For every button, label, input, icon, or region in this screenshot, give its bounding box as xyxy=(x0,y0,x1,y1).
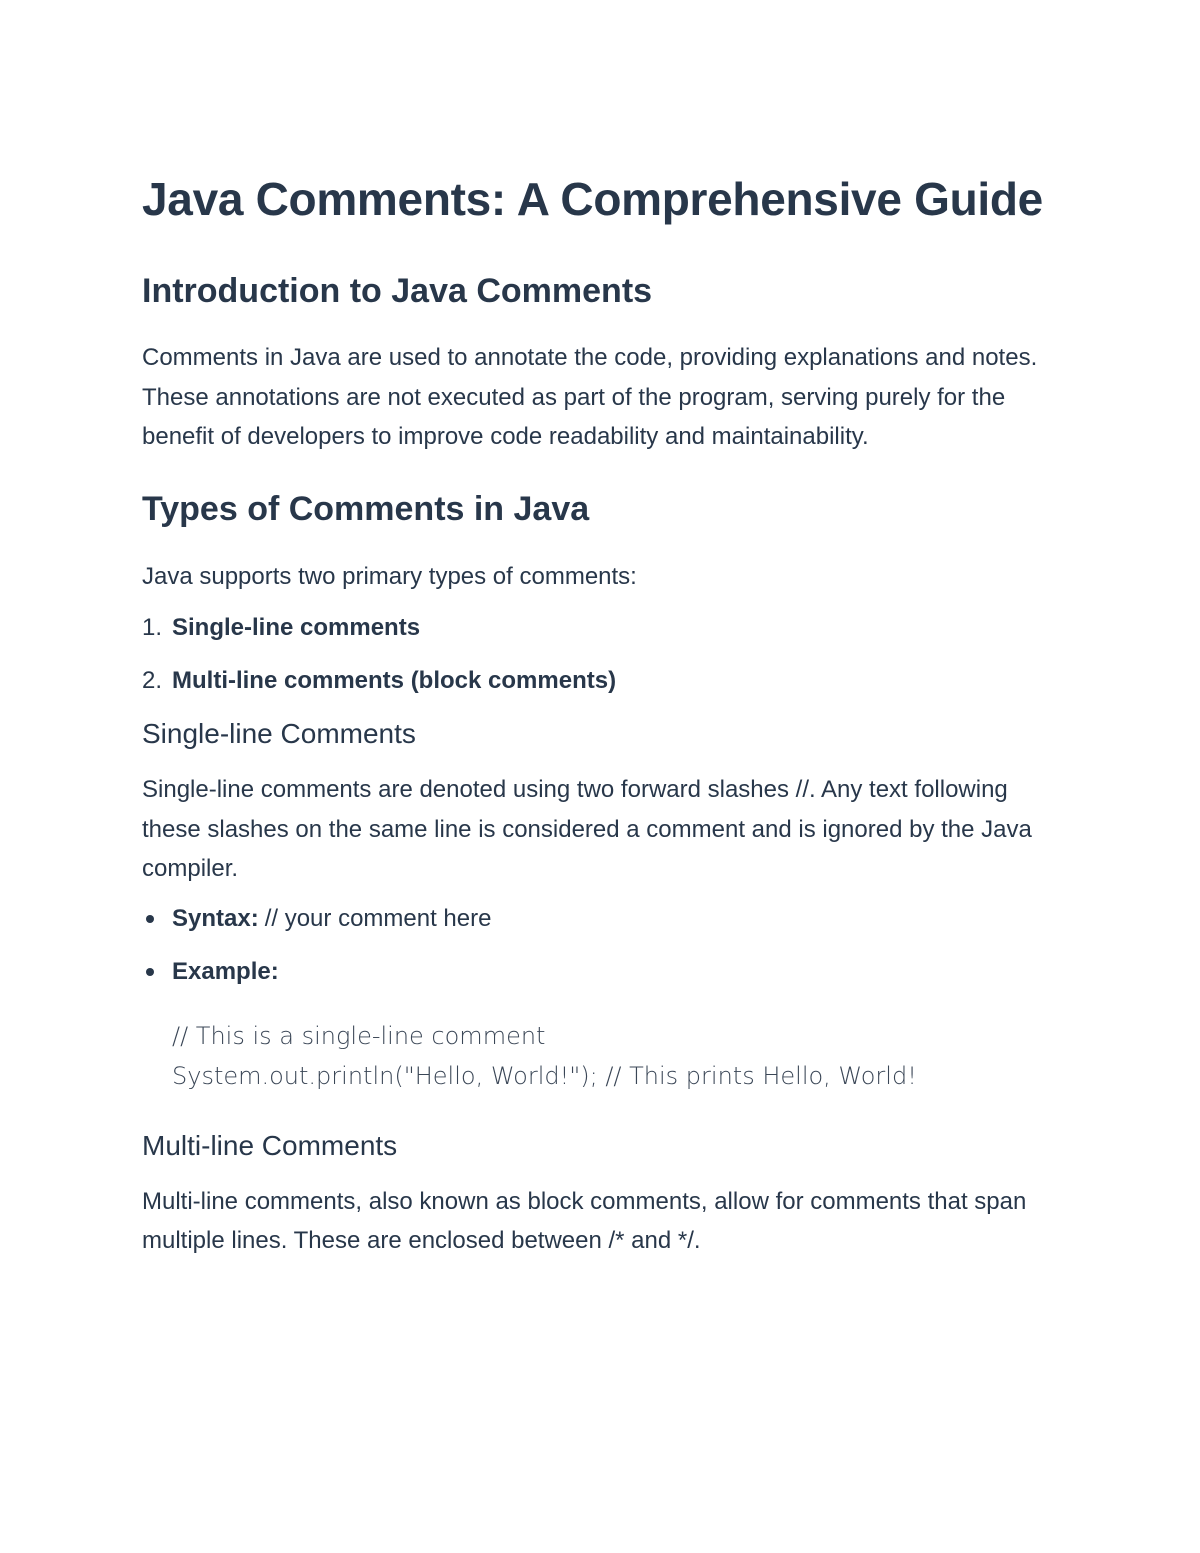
code-line: // This is a single-line comment xyxy=(172,1021,546,1050)
code-block xyxy=(172,1016,1050,1096)
single-line-heading: Single-line Comments xyxy=(142,718,416,749)
bullet-icon xyxy=(146,968,154,976)
multi-line-heading: Multi-line Comments xyxy=(142,1129,398,1161)
intro-heading: Introduction to Java Comments xyxy=(142,272,653,310)
syntax-label: Syntax: xyxy=(172,904,259,932)
types-paragraph: Java supports two primary types of comments: xyxy=(142,562,637,590)
syntax-value: // your comment here xyxy=(264,904,492,932)
list-item xyxy=(142,952,1050,992)
types-list xyxy=(142,608,1050,701)
intro-paragraph: Comments in Java are used to annotate the code, providing explanations and notes. These annotations are not executed as part of the program, serving purely for the benefit of developers to improve code readability and maintainability. xyxy=(142,344,1038,450)
list-item xyxy=(142,661,1050,701)
single-line-bullets xyxy=(142,899,1050,992)
types-heading: Types of Comments in Java xyxy=(142,489,590,528)
list-item xyxy=(142,899,1050,939)
list-item xyxy=(142,608,1050,648)
multi-line-paragraph: Multi-line comments, also known as block comments, allow for comments that span multiple lines. These are enclosed between /* and */. xyxy=(142,1187,1027,1254)
list-label: Single-line comments xyxy=(172,614,421,641)
page-title: Java Comments: A Comprehensive Guide xyxy=(142,173,1043,225)
list-number: 1. xyxy=(142,614,163,641)
example-label: Example: xyxy=(172,957,279,985)
single-line-paragraph: Single-line comments are denoted using two forward slashes //. Any text following these slashes on the same line is considered a comment and is ignored by the Java compiler. xyxy=(142,776,1032,882)
code-line: System.out.println("Hello, World!"); // This prints Hello, World! xyxy=(172,1061,917,1090)
list-label: Multi-line comments (block comments) xyxy=(172,667,617,694)
bullet-icon xyxy=(146,915,154,923)
list-number: 2. xyxy=(142,667,163,694)
